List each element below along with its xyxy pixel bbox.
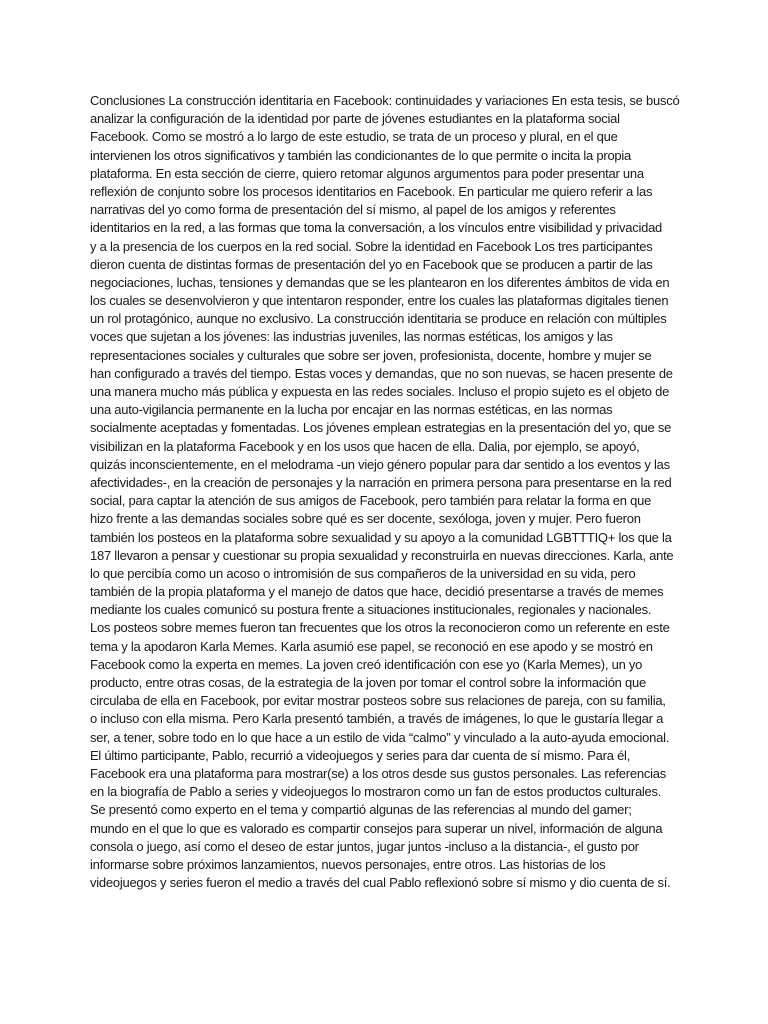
text-line: lo que percibía como un acoso o intromisión de sus compañeros de la universidad en su vida, pero (90, 565, 636, 581)
text-line: quizás inconscientemente, en el melodrama -un viejo género popular para dar sentido a los eventos y las (90, 456, 670, 472)
text-line: negociaciones, luchas, tensiones y demandas que se les plantearon en los diferentes ámbitos de vida en (90, 274, 670, 290)
text-line: un rol protagónico, aunque no exclusivo. La construcción identitaria se produce en relación con múltiples (90, 311, 667, 327)
text-line: 187 llevaron a pensar y cuestionar su propia sexualidad y reconstruirla en nuevas direcciones. Karla, ante (90, 547, 674, 563)
text-line: visibilizan en la plataforma Facebook y en los usos que hacen de ella. Dalia, por ejemplo, se apoyó, (90, 438, 640, 454)
text-line: hizo frente a las demandas sociales sobre qué es ser docente, sexóloga, joven y mujer. Pero fueron (90, 511, 641, 527)
text-line: Facebook era una plataforma para mostrar(se) a los otros desde sus gustos personales. Las referencias (90, 765, 666, 781)
text-line: una manera mucho más pública y expuesta en las redes sociales. Incluso el propio sujeto es el objeto de (90, 384, 670, 399)
text-line: videojuegos y series fueron el medio a través del cual Pablo reflexionó sobre sí mismo y dio cuenta de sí. (90, 875, 671, 891)
text-line: plataforma. En esta sección de cierre, quiero retomar algunos argumentos para poder presentar una (90, 165, 644, 181)
text-line: Facebook como la experta en memes. La joven creó identificación con ese yo (Karla Memes), un yo (90, 656, 643, 672)
text-line: mediante los cuales comunicó su postura frente a situaciones institucionales, regionales y nacionales. (90, 602, 652, 618)
text-line: dieron cuenta de distintas formas de presentación del yo en Facebook que se producen a partir de las (90, 256, 653, 272)
text-line: también de la propia plataforma y el manejo de datos que hace, decidió presentarse a través de memes (90, 584, 664, 600)
text-line: socialmente aceptadas y fomentadas. Los jóvenes emplean estrategias en la presentación del yo, que se (90, 420, 672, 436)
text-line: El último participante, Pablo, recurrió a videojuegos y series para dar cuenta de sí mismo. Para él, (90, 747, 631, 763)
text-line: en la biografía de Pablo a series y videojuegos lo mostraron como un fan de estos productos culturales. (90, 784, 662, 800)
text-line: voces que sujetan a los jóvenes: las industrias juveniles, las normas estéticas, los amigos y las (90, 329, 613, 345)
body-text (90, 92, 690, 892)
text-line: Se presentó como experto en el tema y compartió algunas de las referencias al mundo del gamer; (90, 802, 632, 818)
text-line: analizar la configuración de la identidad por parte de jóvenes estudiantes en la plataforma social (90, 111, 620, 127)
text-line: consola o juego, así como el deseo de estar juntos, jugar juntos -incluso a la distancia-, el gusto por (90, 838, 639, 854)
text-line: los cuales se desenvolvieron y que intentaron responder, entre los cuales las plataformas digitales tienen (90, 293, 669, 309)
text-line: intervienen los otros significativos y también las condicionantes de lo que permite o incita la propia (90, 147, 632, 163)
text-line: también los posteos en la plataforma sobre sexualidad y su apoyo a la comunidad LGBTTTIQ+ los que la (90, 529, 672, 545)
text-line: representaciones sociales y culturales que sobre ser joven, profesionista, docente, hombre y mujer se (90, 347, 652, 363)
text-line: afectividades-, en la creación de personajes y la narración en primera persona para presentarse en la red (90, 474, 672, 490)
text-line: informarse sobre próximos lanzamientos, nuevos personajes, entre otros. Las historias de los (90, 856, 606, 872)
text-line: narrativas del yo como forma de presentación del sí mismo, al papel de los amigos y referentes (90, 202, 616, 218)
text-line: reflexión de conjunto sobre los procesos identitarios en Facebook. En particular me quiero referir a las (90, 183, 653, 199)
text-line: identitarios en la red, a las formas que toma la conversación, a los vínculos entre visibilidad y privacidad (90, 220, 663, 236)
text-line: Los posteos sobre memes fueron tan frecuentes que los otros la reconocieron como un referente en este (90, 620, 670, 636)
text-line: y a la presencia de los cuerpos en la red social. Sobre la identidad en Facebook Los tres participantes (90, 238, 653, 254)
text-line: Facebook. Como se mostró a lo largo de este estudio, se trata de un proceso y plural, en el que (90, 129, 618, 145)
text-line: circulaba de ella en Facebook, por evitar mostrar posteos sobre sus relaciones de pareja, con su familia, (90, 693, 666, 709)
text-line: ser, a tener, sobre todo en lo que hace a un estilo de vida “calmo” y vinculado a la auto-ayuda emocional. (90, 729, 670, 745)
text-line: han configurado a través del tiempo. Estas voces y demandas, que no son nuevas, se hacen presente de (90, 365, 673, 381)
text-line: Conclusiones La construcción identitaria en Facebook: continuidades y variaciones En esta tesis, se buscó (90, 93, 680, 108)
text-line: tema y la apodaron Karla Memes. Karla asumió ese papel, se reconoció en ese apodo y se mostró en (90, 638, 653, 654)
text-line: producto, entre otras cosas, de la estrategia de la joven por tomar el control sobre la información que (90, 675, 646, 690)
text-line: una auto-vigilancia permanente en la lucha por encajar en las normas estéticas, en las normas (90, 402, 613, 418)
text-line: social, para captar la atención de sus amigos de Facebook, pero también para relatar la forma en que (90, 493, 652, 509)
text-line: o incluso con ella misma. Pero Karla presentó también, a través de imágenes, lo que le gustaría llegar a (90, 711, 664, 727)
text-line: mundo en el que lo que es valorado es compartir consejos para superar un nivel, información de alguna (90, 820, 663, 836)
